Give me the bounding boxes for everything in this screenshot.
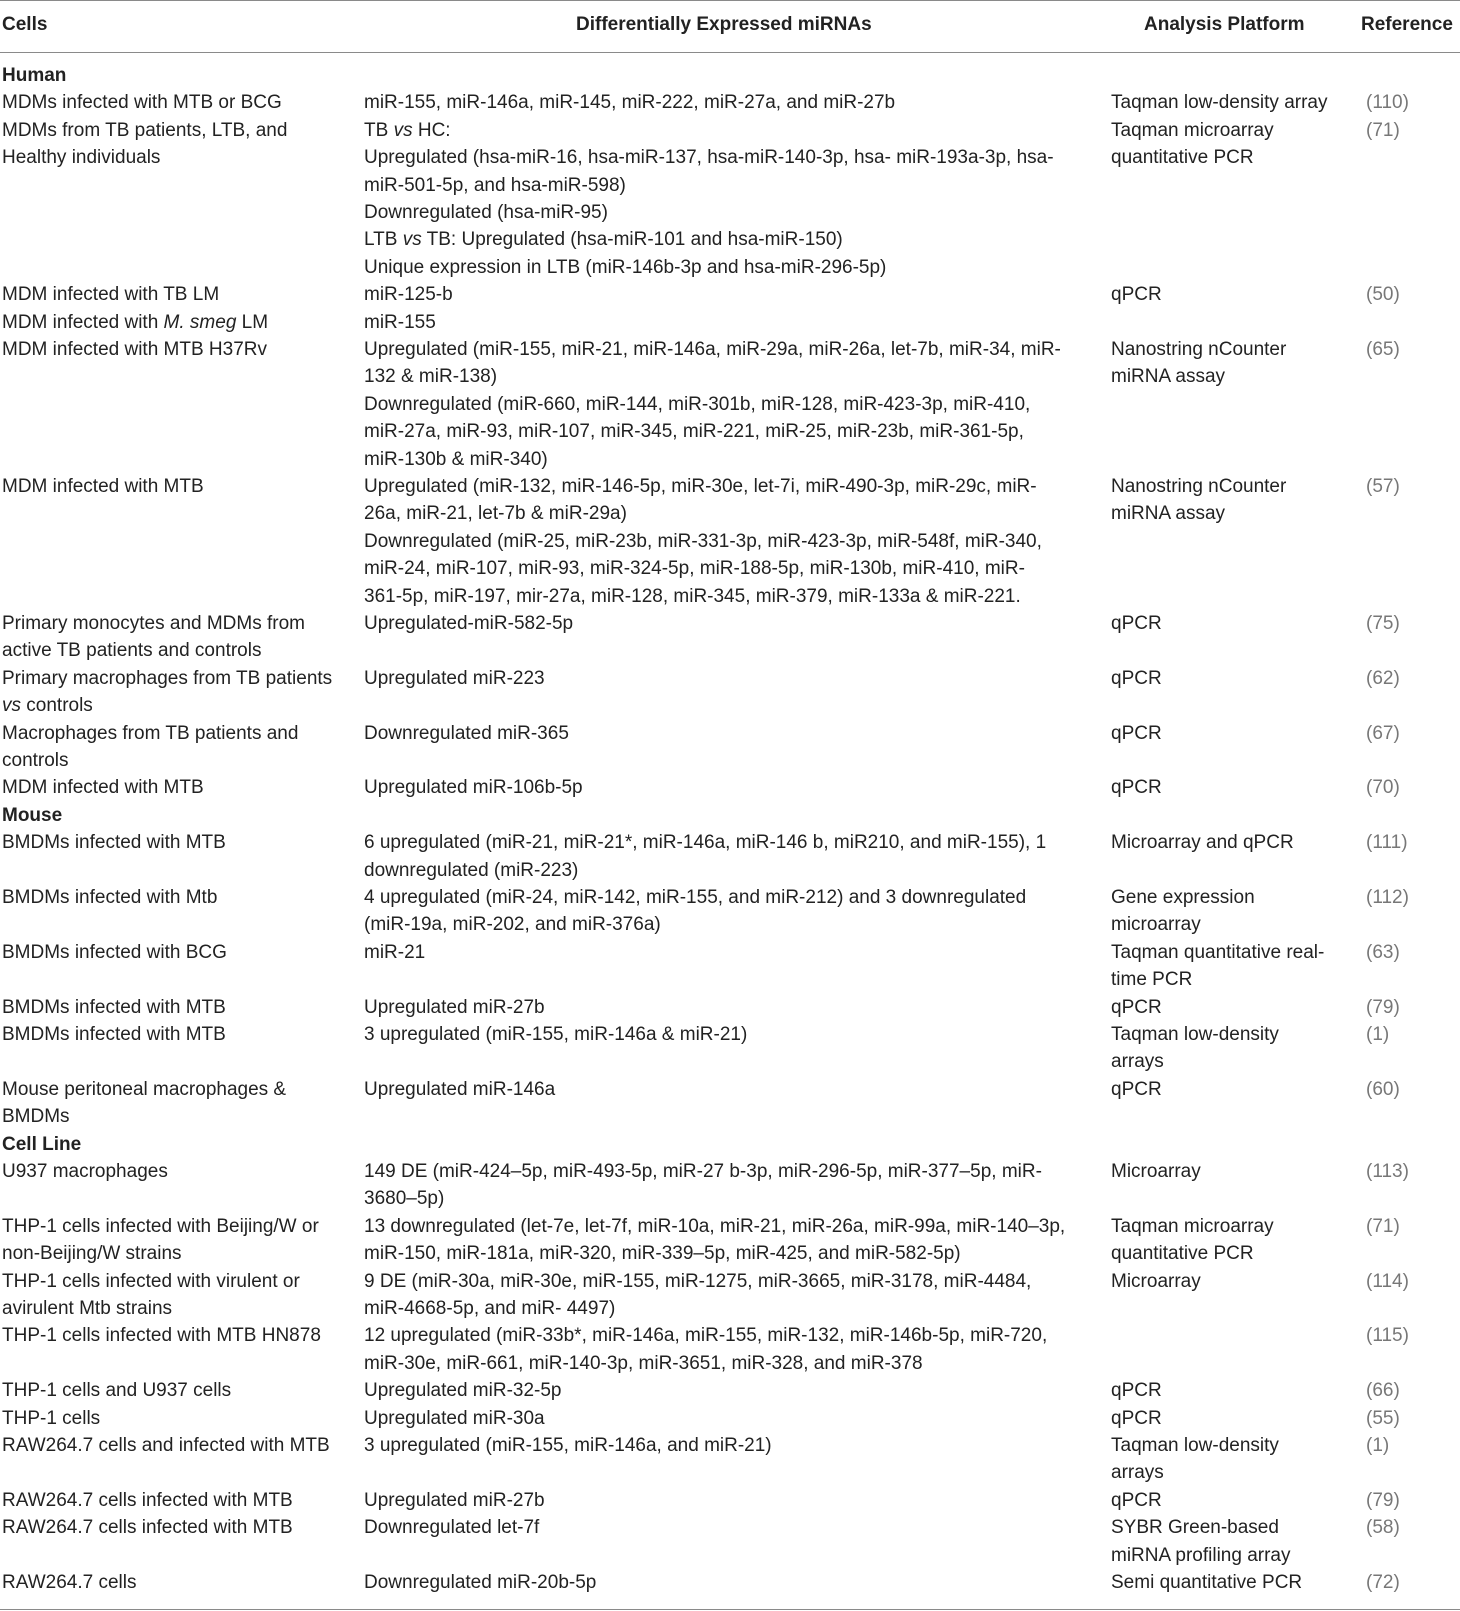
cell-line: TB vs HC:	[364, 119, 451, 141]
cell-line: (58)	[1366, 1517, 1400, 1539]
cell-line: (79)	[1366, 996, 1400, 1018]
cell-line: Upregulated (miR-155, miR-21, miR-146a, miR-29a, miR-26a, let-7b, miR-34, miR-	[364, 339, 1061, 360]
cell-line: quantitative PCR	[1111, 1243, 1254, 1265]
cell-line: Nanostring nCounter	[1111, 476, 1287, 497]
cell-line: qPCR	[1111, 667, 1162, 689]
cell-reference	[1366, 1377, 1456, 1404]
cell-line: qPCR	[1111, 1380, 1162, 1402]
cell-platform	[1111, 1514, 1346, 1569]
cell-mirnas	[364, 1021, 1089, 1048]
cell-line: (79)	[1366, 1489, 1400, 1511]
cell-mirnas	[364, 1268, 1089, 1323]
table-bottom-rule	[0, 1609, 1460, 1610]
header-platform: Analysis Platform	[1144, 14, 1305, 35]
cell-line: qPCR	[1111, 284, 1162, 306]
cell-line: 3680–5p)	[364, 1188, 445, 1210]
cell-line: (miR-19a, miR-202, and miR-376a)	[364, 914, 661, 936]
cell-line: Downregulated (miR-25, miR-23b, miR-331-3p, miR-423-3p, miR-548f, miR-340,	[364, 530, 1042, 552]
cell-mirnas	[364, 1377, 1089, 1404]
cell-reference	[1366, 1405, 1456, 1432]
cell-line: Semi quantitative PCR	[1111, 1572, 1303, 1593]
cell-line: Upregulated miR-106b-5p	[364, 777, 583, 799]
cell-line: Downregulated let-7f	[364, 1517, 540, 1539]
cell-line: (1)	[1366, 1435, 1390, 1456]
cell-cells	[2, 829, 347, 856]
cell-line: BMDMs infected with MTB	[2, 832, 226, 854]
cell-line: 26a, miR-21, let-7b & miR-29a)	[364, 503, 627, 525]
cell-mirnas	[364, 829, 1089, 884]
cell-line: Downregulated (miR-660, miR-144, miR-301b, miR-128, miR-423-3p, miR-410,	[364, 393, 1031, 415]
cell-line: (71)	[1366, 119, 1400, 141]
cell-platform	[1111, 720, 1346, 747]
cell-platform	[1111, 829, 1346, 856]
cell-line: Primary monocytes and MDMs from	[2, 613, 306, 634]
cell-platform	[1111, 665, 1346, 692]
cell-line: Downregulated miR-20b-5p	[364, 1572, 597, 1593]
cell-line: Upregulated miR-27b	[364, 1489, 545, 1511]
cell-line: Macrophages from TB patients and	[2, 722, 299, 744]
cell-mirnas	[364, 720, 1089, 747]
table-header	[0, 0, 1460, 52]
cell-line: SYBR Green-based	[1111, 1517, 1279, 1539]
cell-cells	[2, 774, 347, 801]
cell-mirnas	[364, 89, 1089, 116]
cell-mirnas	[364, 1514, 1089, 1541]
cell-line: time PCR	[1111, 969, 1193, 991]
cell-line: MDM infected with MTB H37Rv	[2, 339, 268, 360]
cell-line: Upregulated miR-223	[364, 667, 545, 689]
cell-line: arrays	[1111, 1051, 1164, 1073]
cell-reference	[1366, 1514, 1456, 1541]
cell-platform	[1111, 117, 1346, 172]
cell-mirnas	[364, 1487, 1089, 1514]
cell-line: THP-1 cells infected with virulent or	[2, 1270, 300, 1292]
section-title: Human	[2, 65, 67, 86]
cell-line: (50)	[1366, 284, 1400, 306]
cell-reference	[1366, 1158, 1456, 1185]
cell-platform	[1111, 89, 1346, 116]
cell-line: THP-1 cells infected with Beijing/W or	[2, 1215, 319, 1237]
header-mirnas: Differentially Expressed miRNAs	[576, 14, 872, 35]
cell-line: miR-30e, miR-661, miR-140-3p, miR-3651, miR-328, and miR-378	[364, 1352, 923, 1374]
cell-reference	[1366, 1268, 1456, 1295]
cell-line: qPCR	[1111, 777, 1162, 799]
section-title: Mouse	[2, 804, 63, 826]
cell-line: Taqman microarray	[1111, 119, 1274, 141]
cell-mirnas	[364, 1322, 1089, 1377]
cell-line: LTB vs TB: Upregulated (hsa-miR-101 and hsa-miR-150)	[364, 229, 843, 251]
cell-line: Upregulated miR-27b	[364, 996, 545, 1018]
cell-cells	[2, 1432, 347, 1459]
header-bottom-rule	[0, 52, 1460, 53]
cell-mirnas	[364, 1405, 1089, 1432]
cell-line: (115)	[1366, 1325, 1409, 1347]
cell-reference	[1366, 994, 1456, 1021]
cell-line: Microarray and qPCR	[1111, 832, 1294, 854]
cell-line: miRNA assay	[1111, 503, 1226, 525]
cell-reference	[1366, 473, 1456, 500]
cell-line: MDM infected with TB LM	[2, 284, 220, 306]
cell-line: 4 upregulated (miR-24, miR-142, miR-155, and miR-212) and 3 downregulated	[364, 887, 1027, 908]
cell-line: Taqman low-density	[1111, 1024, 1279, 1045]
cell-reference	[1366, 1021, 1456, 1048]
cell-mirnas	[364, 1213, 1089, 1268]
cell-reference	[1366, 1432, 1456, 1459]
cell-cells	[2, 1405, 347, 1432]
cell-line: miR-155, miR-146a, miR-145, miR-222, miR-27a, and miR-27b	[364, 92, 896, 114]
cell-line: Healthy individuals	[2, 147, 161, 169]
cell-line: Downregulated miR-365	[364, 722, 569, 744]
cell-line: (63)	[1366, 941, 1400, 963]
cell-line: Microarray	[1111, 1161, 1201, 1182]
cell-platform	[1111, 610, 1346, 637]
cell-cells	[2, 1076, 347, 1131]
header-cells: Cells	[2, 14, 48, 35]
cell-platform	[1111, 774, 1346, 801]
cell-line: miR-4668-5p, and miR- 4497)	[364, 1298, 616, 1319]
cell-line: qPCR	[1111, 1489, 1162, 1511]
cell-reference	[1366, 1487, 1456, 1514]
cell-line: 361-5p, miR-197, mir-27a, miR-128, miR-345, miR-379, miR-133a & miR-221.	[364, 585, 1021, 607]
cell-line: miR-155	[364, 311, 436, 333]
cell-line: 9 DE (miR-30a, miR-30e, miR-155, miR-1275, miR-3665, miR-3178, miR-4484,	[364, 1270, 1032, 1292]
cell-line: MDMs infected with MTB or BCG	[2, 92, 282, 114]
cell-line: (1)	[1366, 1024, 1390, 1045]
cell-platform	[1111, 473, 1346, 528]
cell-cells	[2, 1158, 347, 1185]
cell-line: BMDMs infected with BCG	[2, 941, 227, 963]
cell-cells	[2, 281, 347, 308]
cell-reference	[1366, 610, 1456, 637]
cell-platform	[1111, 1405, 1346, 1432]
cell-mirnas	[364, 665, 1089, 692]
cell-line: miR-150, miR-181a, miR-320, miR-339–5p, miR-425, and miR-582-5p)	[364, 1243, 961, 1265]
cell-line: Taqman low-density array	[1111, 92, 1328, 114]
cell-line: 13 downregulated (let-7e, let-7f, miR-10a, miR-21, miR-26a, miR-99a, miR-140–3p,	[364, 1215, 1066, 1237]
cell-cells	[2, 1021, 347, 1048]
cell-mirnas	[364, 774, 1089, 801]
cell-line: RAW264.7 cells infected with MTB	[2, 1517, 293, 1539]
cell-cells	[2, 939, 347, 966]
cell-line: Primary macrophages from TB patients	[2, 667, 333, 689]
cell-reference	[1366, 720, 1456, 747]
cell-line: Upregulated-miR-582-5p	[364, 613, 574, 634]
cell-line: (60)	[1366, 1078, 1400, 1100]
cell-line: miR-27a, miR-93, miR-107, miR-345, miR-221, miR-25, miR-23b, miR-361-5p,	[364, 421, 1024, 443]
cell-cells	[2, 89, 347, 116]
cell-reference	[1366, 117, 1456, 144]
cell-line: Taqman microarray	[1111, 1215, 1274, 1237]
cell-line: (71)	[1366, 1215, 1400, 1237]
cell-line: (114)	[1366, 1270, 1409, 1292]
cell-line: THP-1 cells	[2, 1407, 101, 1429]
cell-cells	[2, 665, 347, 720]
cell-line: BMDMs infected with MTB	[2, 1024, 226, 1045]
cell-line: (65)	[1366, 339, 1400, 360]
cell-reference	[1366, 1213, 1456, 1240]
cell-mirnas	[364, 336, 1089, 473]
section-title: Cell Line	[2, 1133, 82, 1155]
cell-line: (112)	[1366, 887, 1409, 908]
cell-line: MDMs from TB patients, LTB, and	[2, 119, 288, 141]
cell-line: BMDMs infected with MTB	[2, 996, 226, 1018]
cell-reference	[1366, 1322, 1456, 1349]
cell-line: (72)	[1366, 1572, 1400, 1593]
cell-cells	[2, 1322, 347, 1349]
cell-platform	[1111, 939, 1346, 994]
cell-line: miR-24, miR-107, miR-93, miR-324-5p, miR-188-5p, miR-130b, miR-410, miR-	[364, 558, 1025, 580]
cell-line: qPCR	[1111, 1078, 1162, 1100]
cell-cells	[2, 1569, 347, 1596]
cell-line: RAW264.7 cells	[2, 1572, 137, 1593]
cell-line: Unique expression in LTB (miR-146b-3p and hsa-miR-296-5p)	[364, 256, 887, 278]
cell-line: 132 & miR-138)	[364, 366, 498, 388]
cell-line: (57)	[1366, 476, 1400, 497]
cell-platform	[1111, 1268, 1346, 1295]
cell-line: RAW264.7 cells and infected with MTB	[2, 1435, 330, 1456]
cell-line: 149 DE (miR-424–5p, miR-493-5p, miR-27 b-3p, miR-296-5p, miR-377–5p, miR-	[364, 1161, 1042, 1182]
cell-platform	[1111, 281, 1346, 308]
cell-line: MDM infected with MTB	[2, 777, 204, 799]
cell-line: qPCR	[1111, 1407, 1162, 1429]
cell-mirnas	[364, 610, 1089, 637]
cell-mirnas	[364, 473, 1089, 610]
cell-mirnas	[364, 1432, 1089, 1459]
cell-line: qPCR	[1111, 996, 1162, 1018]
cell-reference	[1366, 829, 1456, 856]
cell-line: (66)	[1366, 1380, 1400, 1402]
cell-line: Taqman low-density	[1111, 1435, 1279, 1456]
cell-mirnas	[364, 117, 1089, 281]
cell-platform	[1111, 1569, 1346, 1596]
cell-line: active TB patients and controls	[2, 640, 262, 662]
cell-reference	[1366, 1569, 1456, 1596]
cell-line: RAW264.7 cells infected with MTB	[2, 1489, 293, 1511]
cell-mirnas	[364, 939, 1089, 966]
header-reference: Reference	[1361, 14, 1453, 35]
cell-line: controls	[2, 750, 69, 771]
cell-line: Mouse peritoneal macrophages &	[2, 1078, 287, 1100]
cell-line: miRNA profiling array	[1111, 1544, 1291, 1566]
cell-cells	[2, 610, 347, 665]
cell-line: THP-1 cells infected with MTB HN878	[2, 1325, 321, 1347]
cell-line: BMDMs infected with Mtb	[2, 887, 218, 908]
cell-platform	[1111, 1021, 1346, 1076]
cell-line: (55)	[1366, 1407, 1400, 1429]
cell-line: miRNA assay	[1111, 366, 1226, 388]
cell-line: 6 upregulated (miR-21, miR-21*, miR-146a, miR-146 b, miR210, and miR-155), 1	[364, 832, 1047, 854]
cell-line: (75)	[1366, 613, 1400, 634]
cell-line: (110)	[1366, 92, 1409, 114]
cell-platform	[1111, 336, 1346, 391]
cell-reference	[1366, 774, 1456, 801]
cell-line: microarray	[1111, 914, 1201, 936]
cell-line: miR-501-5p, and hsa-miR-598)	[364, 174, 626, 196]
cell-line: Gene expression	[1111, 887, 1255, 908]
cell-line: quantitative PCR	[1111, 147, 1254, 169]
cell-line: (113)	[1366, 1161, 1409, 1182]
cell-platform	[1111, 994, 1346, 1021]
cell-reference	[1366, 281, 1456, 308]
cell-line: miR-21	[364, 941, 426, 963]
cell-line: 3 upregulated (miR-155, miR-146a, and miR-21)	[364, 1435, 772, 1456]
cell-mirnas	[364, 309, 1089, 336]
cell-platform	[1111, 1213, 1346, 1268]
cell-cells	[2, 336, 347, 363]
cell-line: Microarray	[1111, 1270, 1201, 1292]
cell-platform	[1111, 884, 1346, 939]
cell-line: MDM infected with MTB	[2, 476, 204, 497]
cell-cells	[2, 309, 347, 336]
cell-platform	[1111, 1487, 1346, 1514]
cell-line: Downregulated (hsa-miR-95)	[364, 202, 608, 224]
cell-line: (70)	[1366, 777, 1400, 799]
cell-line: avirulent Mtb strains	[2, 1298, 173, 1319]
cell-line: (62)	[1366, 667, 1400, 689]
cell-line: miR-130b & miR-340)	[364, 448, 548, 470]
cell-platform	[1111, 1377, 1346, 1404]
cell-mirnas	[364, 1158, 1089, 1213]
cell-line: 12 upregulated (miR-33b*, miR-146a, miR-155, miR-132, miR-146b-5p, miR-720,	[364, 1325, 1048, 1347]
cell-line: Upregulated miR-30a	[364, 1407, 545, 1429]
cell-line: MDM infected with M. smeg LM	[2, 311, 269, 333]
cell-line: miR-125-b	[364, 284, 453, 306]
cell-reference	[1366, 665, 1456, 692]
cell-cells	[2, 1514, 347, 1541]
cell-cells	[2, 884, 347, 911]
cell-line: vs controls	[2, 695, 93, 717]
cell-cells	[2, 720, 347, 775]
cell-mirnas	[364, 1076, 1089, 1103]
cell-mirnas	[364, 884, 1089, 939]
cell-mirnas	[364, 1569, 1089, 1596]
cell-reference	[1366, 939, 1456, 966]
cell-cells	[2, 1377, 347, 1404]
cell-line: Upregulated miR-146a	[364, 1078, 556, 1100]
cell-line: Upregulated (hsa-miR-16, hsa-miR-137, hsa-miR-140-3p, hsa- miR-193a-3p, hsa-	[364, 147, 1054, 169]
cell-line: Nanostring nCounter	[1111, 339, 1287, 360]
cell-reference	[1366, 89, 1456, 116]
cell-reference	[1366, 1076, 1456, 1103]
cell-line: BMDMs	[2, 1106, 70, 1128]
cell-line: Upregulated (miR-132, miR-146-5p, miR-30e, let-7i, miR-490-3p, miR-29c, miR-	[364, 476, 1037, 497]
cell-line: Upregulated miR-32-5p	[364, 1380, 562, 1402]
cell-cells	[2, 1268, 347, 1323]
cell-line: non-Beijing/W strains	[2, 1243, 182, 1265]
cell-line: arrays	[1111, 1462, 1164, 1484]
cell-reference	[1366, 336, 1456, 363]
cell-cells	[2, 1487, 347, 1514]
cell-line: Taqman quantitative real-	[1111, 941, 1325, 963]
cell-line: 3 upregulated (miR-155, miR-146a & miR-21)	[364, 1024, 748, 1045]
cell-cells	[2, 1213, 347, 1268]
cell-cells	[2, 994, 347, 1021]
cell-line: (67)	[1366, 722, 1400, 744]
cell-platform	[1111, 1076, 1346, 1103]
cell-line: (111)	[1366, 832, 1408, 854]
cell-platform	[1111, 1432, 1346, 1487]
cell-line: U937 macrophages	[2, 1161, 168, 1182]
cell-line: downregulated (miR-223)	[364, 859, 579, 881]
cell-line: qPCR	[1111, 613, 1162, 634]
cell-cells	[2, 473, 347, 500]
cell-mirnas	[364, 994, 1089, 1021]
cell-cells	[2, 117, 347, 172]
cell-mirnas	[364, 281, 1089, 308]
cell-platform	[1111, 1158, 1346, 1185]
cell-line: THP-1 cells and U937 cells	[2, 1380, 232, 1402]
cell-line: qPCR	[1111, 722, 1162, 744]
cell-reference	[1366, 884, 1456, 911]
